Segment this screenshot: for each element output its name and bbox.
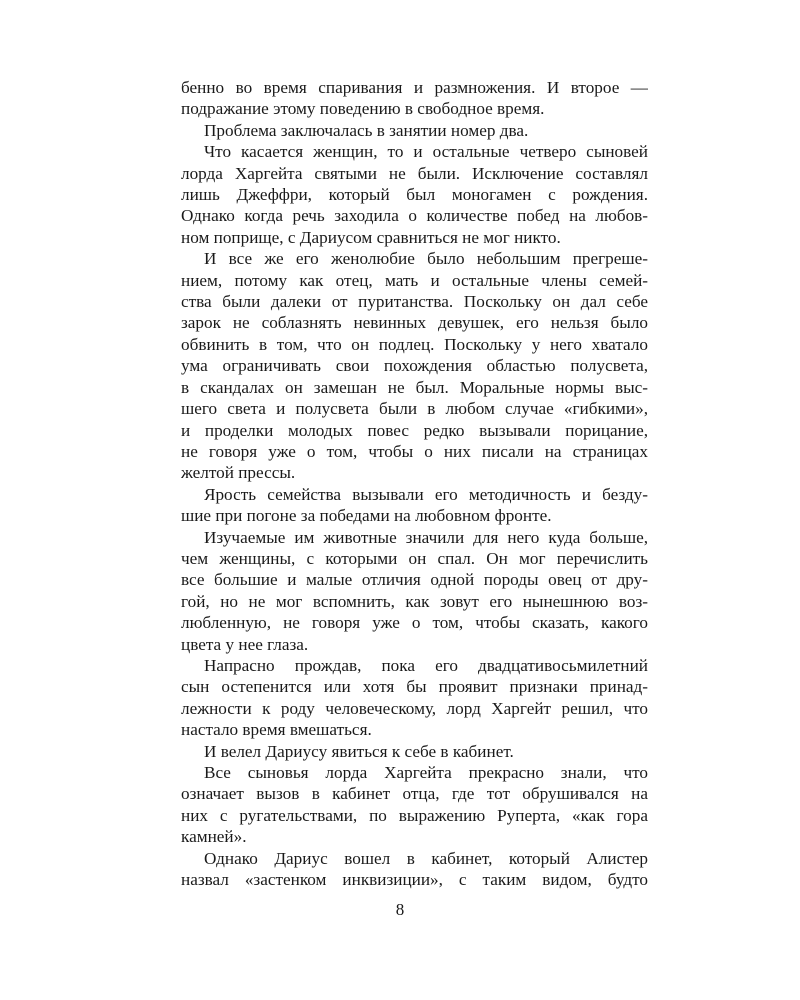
text-line: Ярость семейства вызывали его методичность и безду- (204, 484, 648, 504)
text-line: Что касается женщин, то и остальные четверо сыновей (204, 142, 648, 162)
text-line: означает вызов в кабинет отца, где тот обрушивался на (181, 784, 648, 804)
text-line: лишь Джеффри, который был моногамен с рождения. (181, 185, 648, 205)
paragraph (181, 762, 648, 848)
paragraph (181, 741, 648, 762)
paragraph (181, 141, 648, 248)
paragraph (181, 77, 648, 120)
text-line: назвал «застенком инквизиции», с таким видом, будто (181, 870, 648, 890)
text-line: зарок не соблазнять невинных девушек, его нельзя было (181, 313, 648, 333)
text-line: ства были далеки от пуританства. Поскольку он дал себе (181, 292, 648, 312)
text-line: Однако когда речь заходила о количестве побед на любов- (181, 206, 648, 226)
paragraph (181, 120, 648, 141)
text-line: чем женщины, с которыми он спал. Он мог перечислить (181, 548, 648, 568)
text-line: цвета у нее глаза. (181, 634, 309, 654)
text-line: все большие и малые отличия одной породы овец от дру- (181, 570, 648, 590)
paragraph (181, 248, 648, 483)
paragraph (181, 848, 648, 891)
text-line: ном поприще, с Дариусом сравниться не мог никто. (181, 227, 561, 247)
text-line: любленную, не говоря уже о том, чтобы сказать, какого (181, 613, 648, 633)
text-line: Все сыновья лорда Харгейта прекрасно знали, что (204, 763, 648, 782)
text-line: И все же его женолюбие было небольшим прегреше- (204, 249, 648, 269)
page-number: 8 (395, 900, 405, 919)
text-line: бенно во время спаривания и размножения. И второе — (181, 78, 648, 97)
text-line: и проделки молодых повес редко вызывали порицание, (181, 420, 648, 440)
text-line: Изучаемые им животные значили для него куда больше, (204, 527, 648, 547)
text-line: лорда Харгейта святыми не были. Исключение составлял (181, 163, 648, 183)
text-line: Проблема заключалась в занятии номер два. (204, 120, 529, 140)
text-line: желтой прессы. (181, 463, 296, 483)
paragraph (181, 655, 648, 741)
text-line: Однако Дариус вошел в кабинет, который Алистер (204, 848, 648, 868)
paragraph (181, 484, 648, 527)
text-line: настало время вмешаться. (181, 720, 372, 740)
text-line: шие при погоне за победами на любовном фронте. (181, 506, 552, 526)
paragraph (181, 527, 648, 655)
text-line: гой, но не мог вспомнить, как зовут его нынешнюю воз- (181, 591, 648, 611)
text-line: И велел Дариусу явиться к себе в кабинет. (204, 741, 514, 761)
text-line: камней». (181, 827, 247, 847)
text-line: обвинить в том, что он подлец. Поскольку у него хватало (181, 334, 648, 354)
text-line: Напрасно прождав, пока его двадцативосьмилетний (204, 655, 648, 675)
text-line: ума ограничивать свои похождения областью полусвета, (181, 356, 648, 376)
text-line: лежности к роду человеческому, лорд Харгейт решил, что (181, 698, 648, 718)
text-line: подражание этому поведению в свободное время. (181, 99, 545, 119)
page-body-text (181, 77, 648, 890)
text-line: в скандалах он замешан не был. Моральные нормы выс- (181, 377, 648, 397)
text-line: нием, потому как отец, мать и остальные члены семей- (181, 270, 648, 290)
text-line: них с ругательствами, по выражению Руперта, «как гора (181, 805, 648, 825)
text-line: сын остепенится или хотя бы проявит признаки принад- (181, 677, 648, 697)
text-line: не говоря уже о том, чтобы о них писали на страницах (181, 441, 648, 461)
text-line: шего света и полусвета были в любом случае «гибкими», (181, 399, 648, 419)
